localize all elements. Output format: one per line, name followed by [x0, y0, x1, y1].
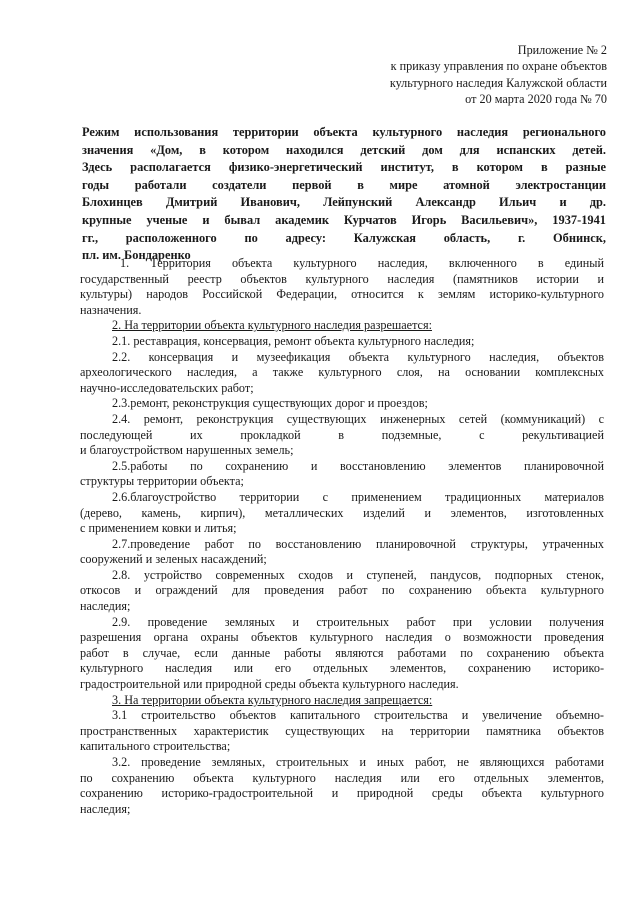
text-line: культурного наследия или его отдельных элементов, сохранению историко- — [80, 661, 604, 676]
allowed-item — [80, 490, 604, 537]
text-line: по сохранению объекта культурного наследия или его отдельных элементов, — [80, 770, 604, 785]
text-line: сохранению историко-градостроительной и природной среды объекта культурного — [80, 786, 604, 801]
title-line: Режим использования территории объекта культурного наследия регионального — [82, 125, 606, 139]
text-line: 2.2. консервация и музеефикация объекта культурного наследия, объектов — [112, 349, 604, 364]
text-line: с применением ковки и литья; — [80, 521, 237, 536]
allowed-item — [80, 537, 604, 568]
text-line: 3.1 строительство объектов капитального строительства и увеличение объемно- — [112, 708, 604, 723]
forbidden-item — [80, 755, 604, 817]
text-line: 1. Территория объекта культурного наследия, включенного в единый — [120, 256, 604, 270]
appendix-date: от 20 марта 2020 года № 70 — [465, 92, 607, 107]
appendix-order-ref: к приказу управления по охране объектов — [390, 59, 607, 74]
text-line: 2.1. реставрация, консервация, ремонт объекта культурного наследия; — [112, 333, 475, 348]
text-line: разрешения органа охраны объектов культурного наследия о возможности проведения — [80, 630, 604, 645]
text-line: 2.8. устройство современных сходов и ступеней, пандусов, подпорных стенок, — [112, 567, 604, 582]
text-line: откосов и ограждений для проведения работ по сохранению объекта культурного — [80, 583, 604, 598]
title-line: крупные ученые и бывал академик Курчатов Игорь Васильевич», 1937-1941 — [82, 212, 606, 227]
title-line: пл. им. Бондаренко — [82, 248, 191, 263]
text-line: 2.7.проведение работ по восстановлению планировочной структуры, утраченных — [112, 536, 604, 551]
allowed-item — [80, 459, 604, 490]
text-line: структуры территории объекта; — [80, 474, 244, 489]
text-line: наследия; — [80, 599, 131, 614]
paragraph-territory — [80, 256, 604, 318]
text-line: (дерево, камень, кирпич), металлических изделий и элементов, изготовленных — [80, 505, 604, 520]
allowed-item — [80, 334, 604, 350]
section-allowed-heading: 2. На территории объекта культурного наследия разрешается: — [112, 318, 432, 333]
allowed-item — [80, 350, 604, 397]
allowed-item — [80, 412, 604, 459]
title-line: Блохинцев Дмитрий Иванович, Лейпунский Александр Ильич и др. — [82, 195, 606, 210]
text-line: сооружений и зеленых насаждений; — [80, 552, 267, 567]
text-line: пространственных характеристик существующих на территории памятника объектов — [80, 723, 604, 738]
allowed-item — [80, 615, 604, 693]
allowed-item — [80, 396, 604, 412]
text-line: археологического наследия, а также культурного слоя, на основании комплексных — [80, 365, 604, 380]
title-line: гг., расположенного по адресу: Калужская область, г. Обнинск, — [82, 230, 606, 245]
title-line: годы работали создатели первой в мире атомной электростанции — [82, 177, 606, 192]
text-line: и благоустройством нарушенных земель; — [80, 443, 294, 458]
appendix-number: Приложение № 2 — [517, 43, 607, 57]
appendix-header — [287, 42, 607, 108]
text-line: капитального строительства; — [80, 739, 231, 754]
title-line: Здесь располагается физико-энергетический институт, в котором в разные — [82, 160, 606, 175]
text-line: работ в случае, если данные работы являются работами по сохранению объекта — [80, 645, 604, 660]
text-line: наследия; — [80, 801, 131, 816]
document-body — [80, 256, 604, 817]
allowed-item — [80, 568, 604, 615]
document-title — [82, 124, 606, 265]
text-line: 2.9. проведение земляных и строительных работ при условии получения — [112, 614, 604, 629]
text-line: 2.6.благоустройство территории с применением традиционных материалов — [112, 489, 604, 504]
section-forbidden-heading: 3. На территории объекта культурного наследия запрещается: — [112, 692, 433, 707]
text-line: культуры) народов Российской Федерации, относится к землям историко-культурного — [80, 287, 604, 302]
text-line: научно-исследовательских работ; — [80, 380, 254, 395]
text-line: назначения. — [80, 302, 142, 317]
forbidden-list — [80, 708, 604, 817]
text-line: 3.2. проведение земляных, строительных и иных работ, не являющихся работами — [112, 755, 604, 769]
text-line: последующей их прокладкой в подземные, с рекультивацией — [80, 427, 604, 442]
appendix-authority: культурного наследия Калужской области — [389, 75, 607, 90]
allowed-list — [80, 334, 604, 693]
text-line: 2.3.ремонт, реконструкция существующих дорог и проездов; — [112, 396, 428, 411]
forbidden-item — [80, 708, 604, 755]
text-line: 2.5.работы по сохранению и восстановлению элементов планировочной — [112, 458, 604, 473]
text-line: государственный реестр объектов культурного наследия (памятников истории и — [80, 271, 604, 286]
text-line: 2.4. ремонт, реконструкция существующих инженерных сетей (коммуникаций) с — [112, 411, 604, 426]
text-line: градостроительной или природной среды объекта культурного наследия. — [80, 677, 459, 692]
title-line: значения «Дом, в котором находился детский дом для испанских детей. — [82, 142, 606, 157]
